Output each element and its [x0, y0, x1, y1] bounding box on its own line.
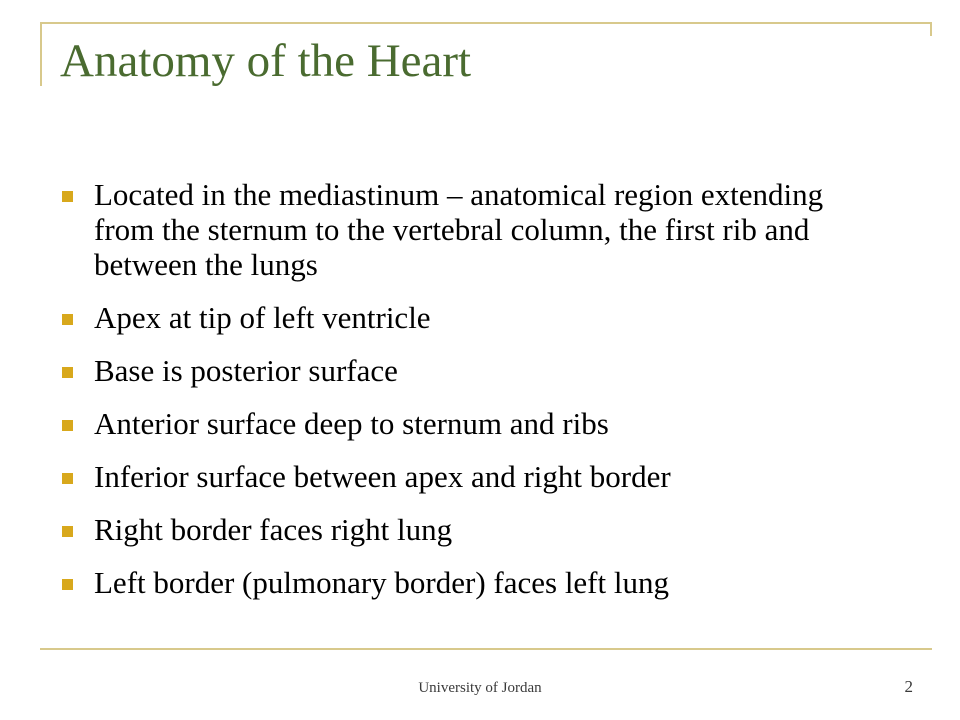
bullet-text: Inferior surface between apex and right border [94, 459, 671, 494]
footer-divider [40, 648, 932, 650]
bullet-list [56, 177, 876, 618]
square-bullet-icon [62, 473, 73, 484]
footer-text: University of Jordan [418, 680, 542, 696]
square-bullet-icon [62, 367, 73, 378]
bullet-item [56, 177, 876, 282]
bullet-item [56, 406, 876, 441]
bullet-item [56, 353, 876, 388]
slide-title: Anatomy of the Heart [60, 35, 472, 87]
frame-top-line [40, 22, 932, 24]
page-number: 2 [904, 677, 913, 696]
square-bullet-icon [62, 314, 73, 325]
bullet-text: Apex at tip of left ventricle [94, 300, 431, 335]
bullet-text: Anterior surface deep to sternum and ribs [94, 406, 609, 441]
bullet-text: Base is posterior surface [94, 353, 398, 388]
bullet-text: Left border (pulmonary border) faces left lung [94, 565, 669, 600]
bullet-item [56, 512, 876, 547]
frame-left-line [40, 22, 42, 86]
square-bullet-icon [62, 526, 73, 537]
frame-right-line [930, 22, 932, 36]
bullet-item [56, 459, 876, 494]
bullet-text: Located in the mediastinum – anatomical region extending from the sternum to the vertebral column, the first rib and between the lungs [94, 177, 824, 282]
bullet-item [56, 300, 876, 335]
bullet-text: Right border faces right lung [94, 512, 453, 547]
square-bullet-icon [62, 579, 73, 590]
square-bullet-icon [62, 191, 73, 202]
bullet-item [56, 565, 876, 600]
square-bullet-icon [62, 420, 73, 431]
